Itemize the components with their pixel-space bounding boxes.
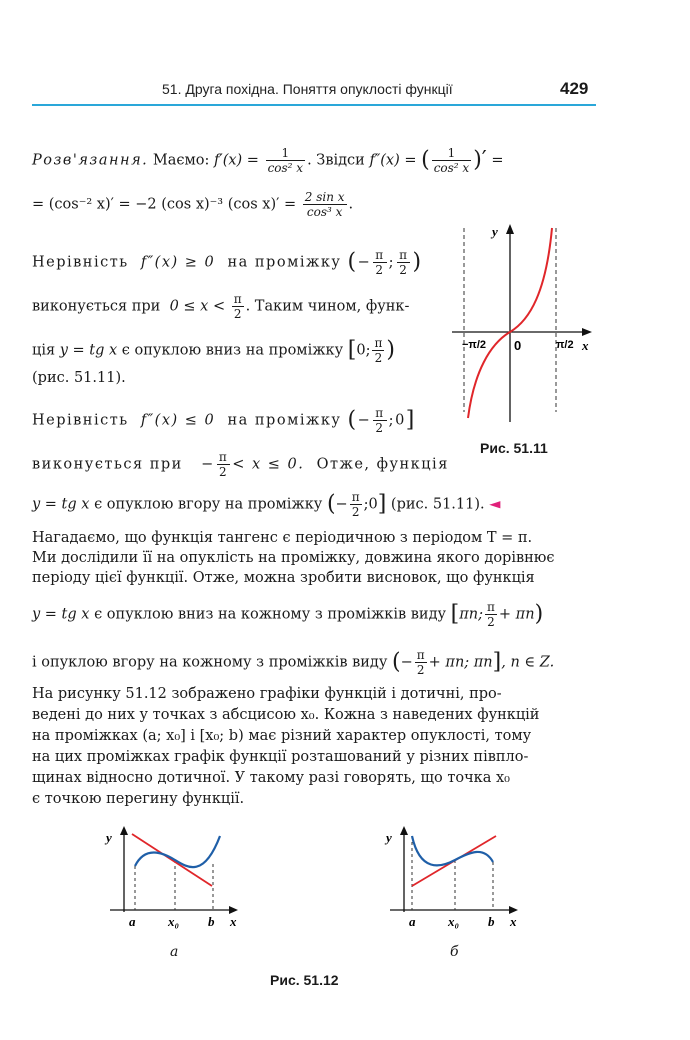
x-label-b: x bbox=[510, 914, 517, 929]
para1-line-3: ція y = tg x є опуклою вниз на проміжку [0; $\frac{\pi}{2}$ ) bbox=[32, 336, 395, 365]
para4-line-2: ведені до них у точках з абсцисою x₀. Кожна з наведених функцій bbox=[32, 707, 540, 723]
para3-line-4: y = tg x є опуклою вниз на кожному з проміжків виду [πn; $\frac{\pi}{2}$ + πn) bbox=[32, 600, 544, 629]
x0-label-a: x₀ bbox=[168, 914, 180, 929]
para3-line-5: і опуклою вгору на кожному з проміжків виду (− $\frac{\pi}{2}$ + πn; πn], n ∈ Z. bbox=[32, 648, 555, 677]
fraction-2sin-cos3: $\frac{\text{2 sin x}}{\text{cos³ x}}$ bbox=[304, 190, 345, 219]
y-label-b: y bbox=[386, 830, 392, 845]
para4-line-3: на проміжках (a; x₀] і [x₀; b) має різний характер опуклості, тому bbox=[32, 728, 532, 744]
para4-line-4: на цих проміжках графік функції розташований у різних півпло- bbox=[32, 749, 529, 765]
figure-51-11-caption: Рис. 51.11 bbox=[480, 440, 548, 456]
end-of-solution-marker: ◄ bbox=[489, 496, 501, 513]
x-axis-arrow bbox=[582, 328, 592, 336]
y-arrow-a bbox=[120, 826, 128, 835]
fraction-1-cos2: $\frac{1}{\text{cos² x}}$ bbox=[267, 146, 304, 175]
function-curve-b bbox=[412, 836, 493, 865]
para4-line-1: На рисунку 51.12 зображено графіки функцій і дотичні, про- bbox=[32, 686, 502, 702]
para3-line-3: періоду цієї функції. Отже, можна зробити висновок, що функція bbox=[32, 570, 535, 586]
para1-line-1: Нерівність f″(x) ≥ 0 на проміжку (− $\frac{\pi}{2}$ ; $\frac{\pi}{2}$ ) bbox=[32, 248, 423, 277]
para3-line-1: Нагадаємо, що функція тангенс є періодичною з періодом T = π. bbox=[32, 530, 533, 546]
y-label-a: y bbox=[106, 830, 112, 845]
solution-line-1: Розв'язання. Маємо: f′(x) = $\frac{1}{\text{cos² x}}$ . Звідси f″(x) = ( $\frac{1}{\text{cos² x}}$ )′ = bbox=[32, 146, 504, 175]
derivative-2: f″(x) = bbox=[369, 152, 417, 169]
x-arrow-b bbox=[509, 906, 518, 914]
solution-text: Маємо: bbox=[152, 152, 210, 169]
a-label-b: a bbox=[409, 914, 416, 929]
para1-line-4: (рис. 51.11). bbox=[32, 370, 126, 386]
derivative-1: f′(x) = bbox=[214, 152, 259, 169]
a-label-a: a bbox=[129, 914, 136, 929]
function-curve-a bbox=[135, 836, 220, 867]
para2-line-2: виконується при − $\frac{\pi}{2}$ < x ≤ 0. Отже, функція bbox=[32, 450, 449, 479]
pos-pi-half-label: π/2 bbox=[556, 339, 574, 351]
x-label-a: x bbox=[230, 914, 237, 929]
y-axis-arrow bbox=[506, 224, 514, 234]
y-arrow-b bbox=[400, 826, 408, 835]
para4-line-6: є точкою перегину функції. bbox=[32, 791, 245, 807]
solution-hence: Звідси bbox=[316, 152, 365, 169]
running-header-title: 51. Друга похідна. Поняття опуклості функції bbox=[162, 81, 453, 97]
neg-pi-half-label: −π/2 bbox=[462, 339, 487, 351]
figure-51-12-b bbox=[380, 826, 530, 936]
para1-line-2: виконується при 0 ≤ x < $\frac{\pi}{2}$ . Таким чином, функ- bbox=[32, 292, 410, 321]
figure-51-12-caption: Рис. 51.12 bbox=[270, 972, 339, 988]
origin-label: 0 bbox=[514, 338, 522, 353]
y-axis-label: y bbox=[492, 224, 498, 239]
x-arrow-a bbox=[229, 906, 238, 914]
solution-label: Розв'язання. bbox=[32, 152, 149, 169]
para2-line-3: y = tg x є опуклою вгору на проміжку (− $\frac{\pi}{2}$ ;0] (рис. 51.11). ◄ bbox=[32, 490, 501, 519]
header-rule bbox=[32, 104, 596, 106]
page-number: 429 bbox=[560, 79, 589, 98]
para3-line-2: Ми дослідили її на опуклість на проміжку, довжина якого дорівнює bbox=[32, 550, 555, 566]
figure-label-a: а bbox=[170, 944, 179, 960]
x-axis-label: x bbox=[582, 338, 589, 353]
para2-line-1: Нерівність f″(x) ≤ 0 на проміжку (− $\frac{\pi}{2}$ ;0] bbox=[32, 406, 416, 435]
x0-label-b: x₀ bbox=[448, 914, 460, 929]
solution-line-2: = (cos⁻² x)′ = −2 (cos x)⁻³ (cos x)′ = $\frac{\text{2 sin x}}{\text{cos³ x}}$ . bbox=[32, 190, 354, 219]
b-label-a: b bbox=[208, 914, 215, 929]
figure-51-12-a bbox=[100, 826, 250, 936]
fraction-1-cos2-b: $\frac{1}{\text{cos² x}}$ bbox=[433, 146, 470, 175]
tangent-line-a bbox=[132, 834, 212, 886]
figure-label-b: б bbox=[450, 944, 459, 960]
b-label-b: b bbox=[488, 914, 495, 929]
solution-expression: = (cos⁻² x)′ = −2 (cos x)⁻³ (cos x)′ = bbox=[32, 196, 297, 213]
figure-51-11 bbox=[450, 222, 600, 442]
para4-line-5: щинах відносно дотичної. У такому разі говорять, що точка x₀ bbox=[32, 770, 510, 786]
